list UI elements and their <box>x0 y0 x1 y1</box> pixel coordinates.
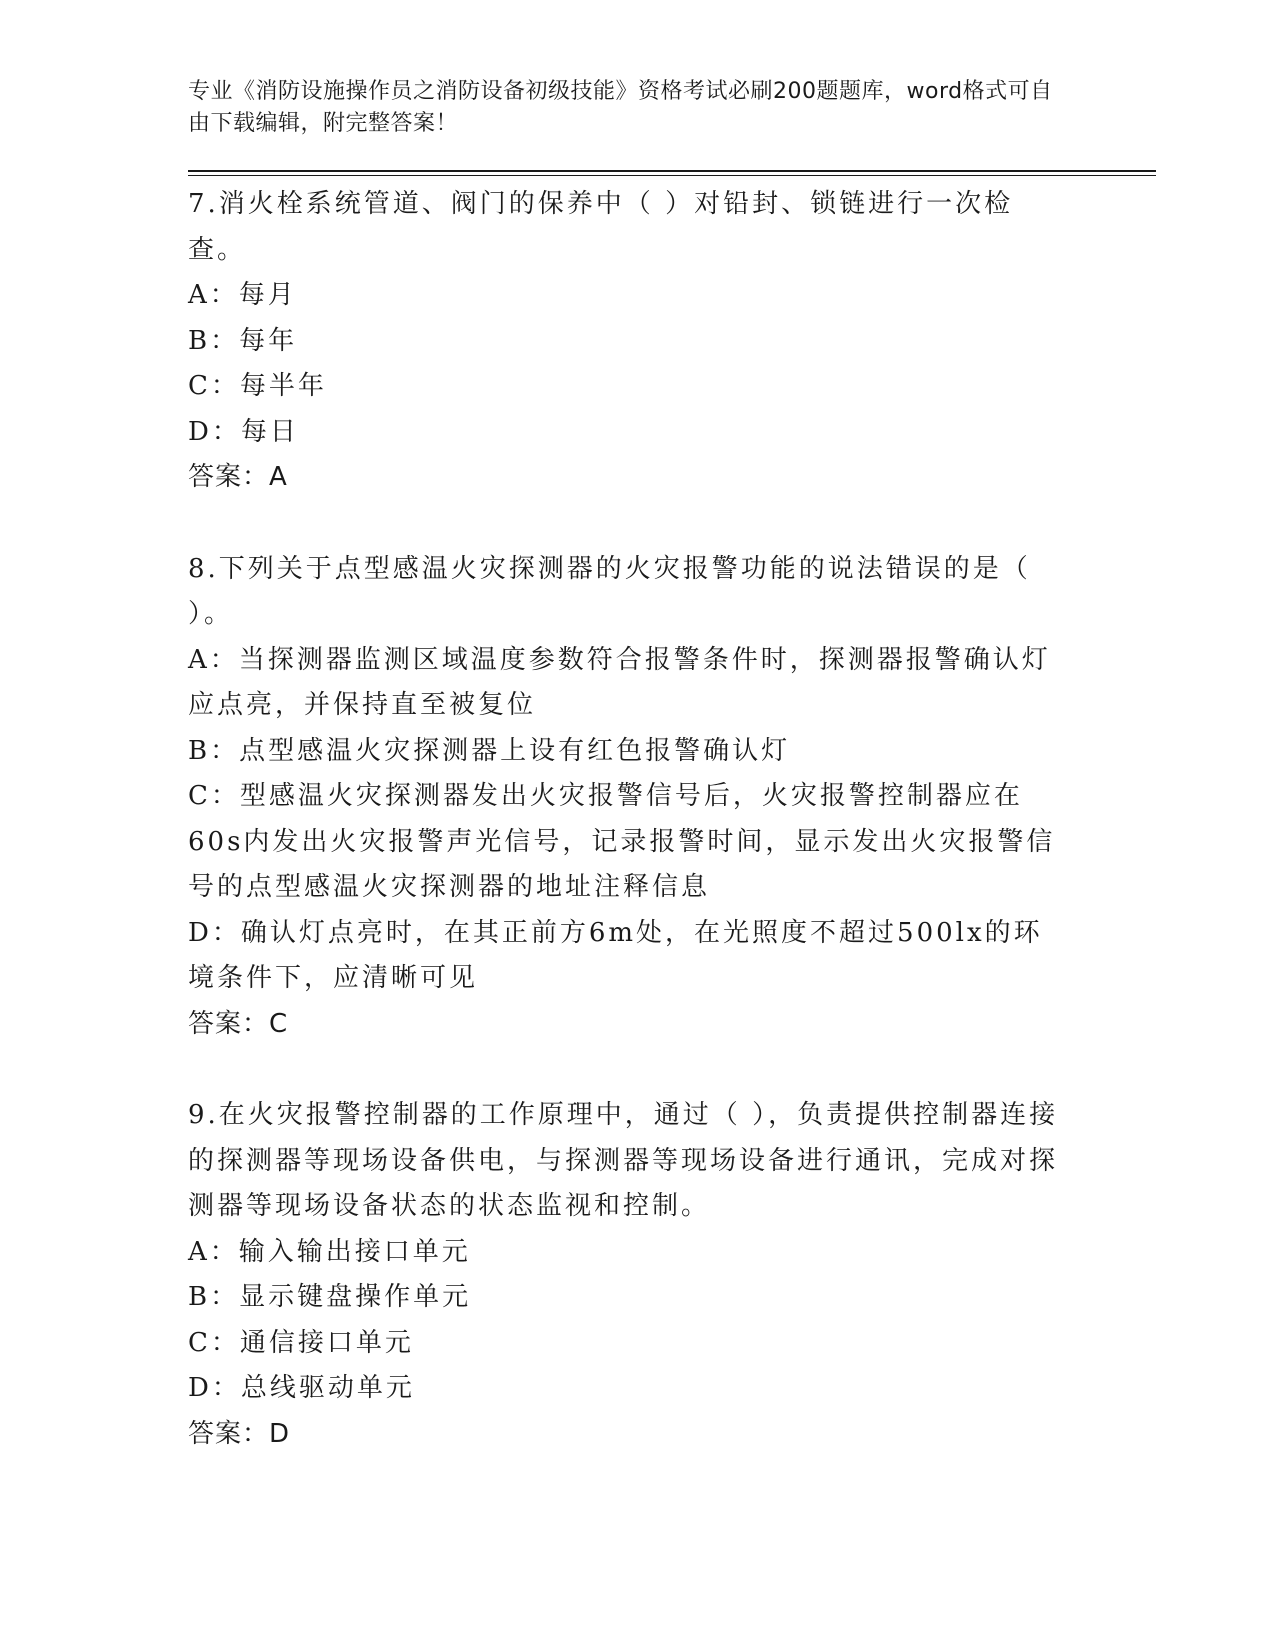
option-d: D：确认灯点亮时，在其正前方6m处，在光照度不超过500lx的环境条件下，应清晰可见 <box>188 917 1043 993</box>
document-page <box>188 76 1148 1457</box>
option-c: C：型感温火灾探测器发出火灾报警信号后，火灾报警控制器应在60s内发出火灾报警声光信号，记录报警时间，显示发出火灾报警信号的点型感温火灾探测器的地址注释信息 <box>188 781 1056 902</box>
question-stem: 9.在火灾报警控制器的工作原理中，通过（ ），负责提供控制器连接的探测器等现场设备供电，与探测器等现场设备进行通讯，完成对探测器等现场设备状态的状态监视和控制。 <box>188 1100 1059 1221</box>
answer: 答案：A <box>188 462 288 492</box>
answer: 答案：C <box>188 1008 289 1039</box>
option-d: D：总线驱动单元 <box>188 1373 415 1403</box>
option-a: A：每月 <box>188 280 297 310</box>
option-a: A：当探测器监测区域温度参数符合报警条件时，探测器报警确认灯应点亮，并保持直至被复位 <box>188 644 1051 720</box>
option-c: C：每半年 <box>188 371 327 401</box>
option-b: B：点型感温火灾探测器上设有红色报警确认灯 <box>188 735 791 766</box>
document-header: 专业《消防设施操作员之消防设备初级技能》资格考试必刷200题题库，word格式可自由下载编辑，附完整答案！ <box>188 79 1053 136</box>
question-8 <box>188 547 1148 1048</box>
question-spacer <box>188 501 1148 547</box>
option-b: B：每年 <box>188 325 298 356</box>
question-stem: 8.下列关于点型感温火灾探测器的火灾报警功能的说法错误的是（ ）。 <box>188 553 1031 629</box>
answer: 答案：D <box>188 1418 291 1449</box>
option-a: A：输入输出接口单元 <box>188 1236 471 1267</box>
question-7 <box>188 182 1148 501</box>
option-c: C：通信接口单元 <box>188 1327 414 1358</box>
header-divider <box>188 170 1156 176</box>
question-9 <box>188 1093 1148 1457</box>
question-spacer <box>188 1047 1148 1093</box>
option-b: B：显示键盘操作单元 <box>188 1282 472 1312</box>
option-d: D：每日 <box>188 416 299 447</box>
question-stem: 7.消火栓系统管道、阀门的保养中（ ）对铅封、锁链进行一次检查。 <box>188 189 1014 265</box>
